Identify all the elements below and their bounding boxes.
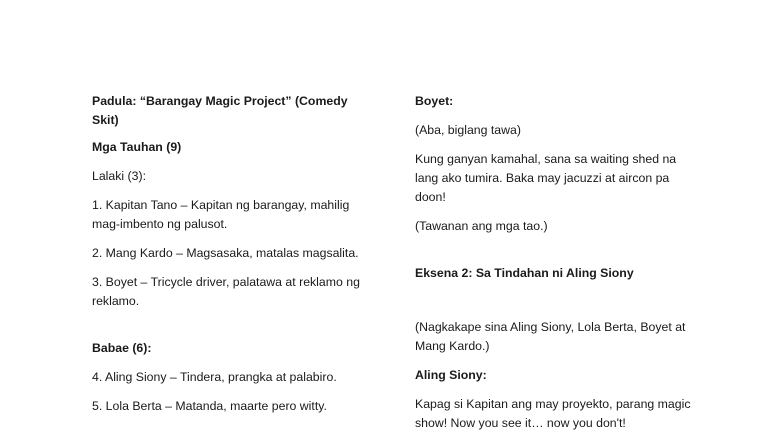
right-column (415, 92, 695, 433)
stage-direction-1: (Aba, biglang tawa) (415, 123, 521, 137)
dialogue-aling-siony: Kapag si Kapitan ang may proyekto, parang magic show! Now you see it… now you don't! (415, 397, 691, 430)
scene-heading: Eksena 2: Sa Tindahan ni Aling Siony (415, 266, 634, 280)
play-title: Padula: “Barangay Magic Project” (Comedy Skit) (92, 94, 348, 127)
speaker-boyet: Boyet: (415, 94, 454, 108)
cast-item-mang-kardo: 2. Mang Kardo – Magsasaka, matalas magsalita. (92, 246, 359, 260)
stage-direction-3: (Nagkakape sina Aling Siony, Lola Berta, Boyet at Mang Kardo.) (415, 320, 686, 353)
spacer (415, 283, 695, 318)
cast-item-kapitan-tano: 1. Kapitan Tano – Kapitan ng barangay, mahilig mag-imbento ng palusot. (92, 198, 350, 231)
cast-heading: Mga Tauhan (9) (92, 140, 182, 154)
dialogue-boyet: Kung ganyan kamahal, sana sa waiting shed na lang ako tumira. Baka may jacuzzi at aircon pa doon! (415, 152, 677, 204)
spacer (92, 311, 377, 339)
female-heading: Babae (6): (92, 341, 152, 355)
spacer (415, 236, 695, 264)
male-heading: Lalaki (3): (92, 169, 146, 183)
speaker-aling-siony: Aling Siony: (415, 368, 487, 382)
cast-item-lola-berta: 5. Lola Berta – Matanda, maarte pero witty. (92, 399, 327, 413)
left-column (92, 92, 377, 416)
cast-item-aling-siony: 4. Aling Siony – Tindera, prangka at palabiro. (92, 370, 337, 384)
cast-item-boyet: 3. Boyet – Tricycle driver, palatawa at reklamo ng reklamo. (92, 275, 360, 308)
stage-direction-2: (Tawanan ang mga tao.) (415, 219, 548, 233)
